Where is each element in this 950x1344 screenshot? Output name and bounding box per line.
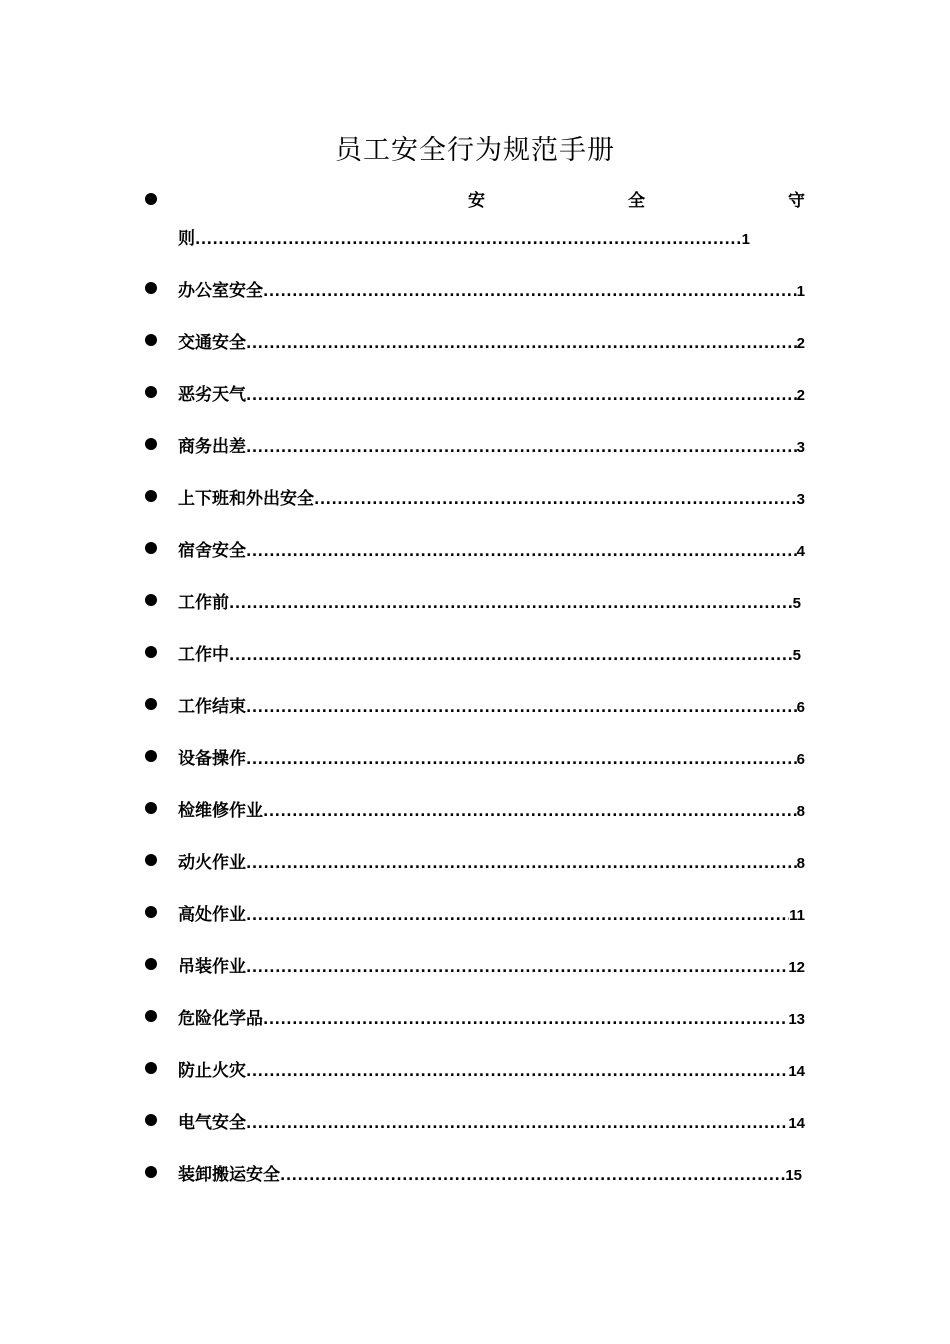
toc-page-number: 3 — [796, 439, 805, 456]
toc-char: 守 — [788, 191, 805, 211]
toc-label: 工作结束 — [178, 697, 246, 717]
toc-leader — [246, 700, 797, 716]
toc-leader — [195, 232, 742, 248]
toc-item-safety-rules-continued[interactable] — [145, 224, 750, 248]
toc-label: 检维修作业 — [178, 801, 263, 821]
toc-page-number: 5 — [792, 647, 801, 664]
bullet-icon — [145, 1166, 157, 1178]
toc-leader — [246, 440, 797, 456]
toc-label: 动火作业 — [178, 853, 246, 873]
toc-leader — [263, 1012, 788, 1028]
bullet-icon — [145, 1010, 157, 1022]
toc-page-number: 8 — [796, 855, 805, 872]
toc-label: 上下班和外出安全 — [178, 489, 314, 509]
toc-item[interactable] — [145, 1108, 810, 1132]
toc-leader — [246, 908, 789, 924]
toc-page-number: 6 — [796, 699, 805, 716]
toc-label: 工作前 — [178, 593, 229, 613]
toc-page-number: 11 — [789, 907, 805, 924]
toc-item[interactable] — [145, 744, 810, 768]
toc-label: 商务出差 — [178, 437, 246, 457]
document-title: 员工安全行为规范手册 — [335, 135, 615, 166]
toc-char: 全 — [628, 191, 645, 211]
toc-label: 危险化学品 — [178, 1009, 263, 1029]
toc-page-number: 12 — [788, 959, 805, 976]
toc-leader — [280, 1168, 785, 1184]
toc-page-number: 1 — [741, 231, 750, 248]
toc-label: 防止火灾 — [178, 1061, 246, 1081]
toc-page-number: 14 — [788, 1063, 805, 1080]
toc-page-number: 6 — [796, 751, 805, 768]
toc-char: 安 — [468, 191, 485, 211]
toc-item[interactable] — [145, 1160, 810, 1184]
toc-page-number: 8 — [796, 803, 805, 820]
toc-item[interactable] — [145, 1004, 810, 1028]
toc-item[interactable] — [145, 640, 810, 664]
toc-leader — [263, 804, 797, 820]
toc-leader — [246, 960, 788, 976]
toc-label: 工作中 — [178, 645, 229, 665]
toc-item[interactable] — [145, 276, 810, 300]
toc-item[interactable] — [145, 692, 810, 716]
bullet-icon — [145, 1114, 157, 1126]
bullet-icon — [145, 646, 157, 658]
toc-page-number: 14 — [788, 1115, 805, 1132]
toc-page-number: 15 — [785, 1167, 802, 1184]
toc-item[interactable] — [145, 432, 810, 456]
bullet-icon — [145, 282, 157, 294]
bullet-icon — [145, 698, 157, 710]
toc-leader — [246, 544, 797, 560]
toc-leader — [246, 336, 797, 352]
toc-page-number: 5 — [792, 595, 801, 612]
toc-label: 电气安全 — [178, 1113, 246, 1133]
bullet-icon — [145, 334, 157, 346]
bullet-icon — [145, 854, 157, 866]
toc-label: 宿舍安全 — [178, 541, 246, 561]
toc-item[interactable] — [145, 328, 810, 352]
toc-leader — [246, 752, 797, 768]
toc-item[interactable] — [145, 952, 810, 976]
toc-leader — [246, 1064, 788, 1080]
toc-page-number: 2 — [796, 387, 805, 404]
toc-leader — [263, 284, 797, 300]
toc-label: 设备操作 — [178, 749, 246, 769]
toc-item[interactable] — [145, 900, 810, 924]
toc-label: 高处作业 — [178, 905, 246, 925]
toc-label: 交通安全 — [178, 333, 246, 353]
bullet-icon — [145, 802, 157, 814]
toc-leader — [246, 388, 797, 404]
bullet-icon — [145, 594, 157, 606]
toc-item[interactable] — [145, 588, 810, 612]
toc-item[interactable] — [145, 536, 810, 560]
toc-page-number: 2 — [796, 335, 805, 352]
toc-leader — [246, 1116, 788, 1132]
toc-item[interactable] — [145, 848, 810, 872]
toc-page-number: 4 — [796, 543, 805, 560]
toc-item-safety-rules[interactable] — [145, 186, 810, 212]
bullet-icon — [145, 1062, 157, 1074]
toc-leader — [314, 492, 797, 508]
toc-label: 办公室安全 — [178, 281, 263, 301]
bullet-icon — [145, 542, 157, 554]
toc-label: 吊装作业 — [178, 957, 246, 977]
bullet-icon — [145, 958, 157, 970]
toc-item[interactable] — [145, 1056, 810, 1080]
toc-page-number: 3 — [796, 491, 805, 508]
toc-label: 恶劣天气 — [178, 385, 246, 405]
bullet-icon — [145, 193, 157, 205]
bullet-icon — [145, 490, 157, 502]
toc-page-number: 1 — [796, 283, 805, 300]
bullet-icon — [145, 906, 157, 918]
toc-leader — [229, 596, 793, 612]
toc-item[interactable] — [145, 484, 810, 508]
toc-leader — [229, 648, 793, 664]
bullet-icon — [145, 386, 157, 398]
bullet-icon — [145, 750, 157, 762]
bullet-icon — [145, 438, 157, 450]
toc-item[interactable] — [145, 380, 810, 404]
toc-page-number: 13 — [788, 1011, 805, 1028]
toc-label: 装卸搬运安全 — [178, 1165, 280, 1185]
toc-label: 则 — [178, 229, 195, 249]
toc-item[interactable] — [145, 796, 810, 820]
toc-leader — [246, 856, 797, 872]
